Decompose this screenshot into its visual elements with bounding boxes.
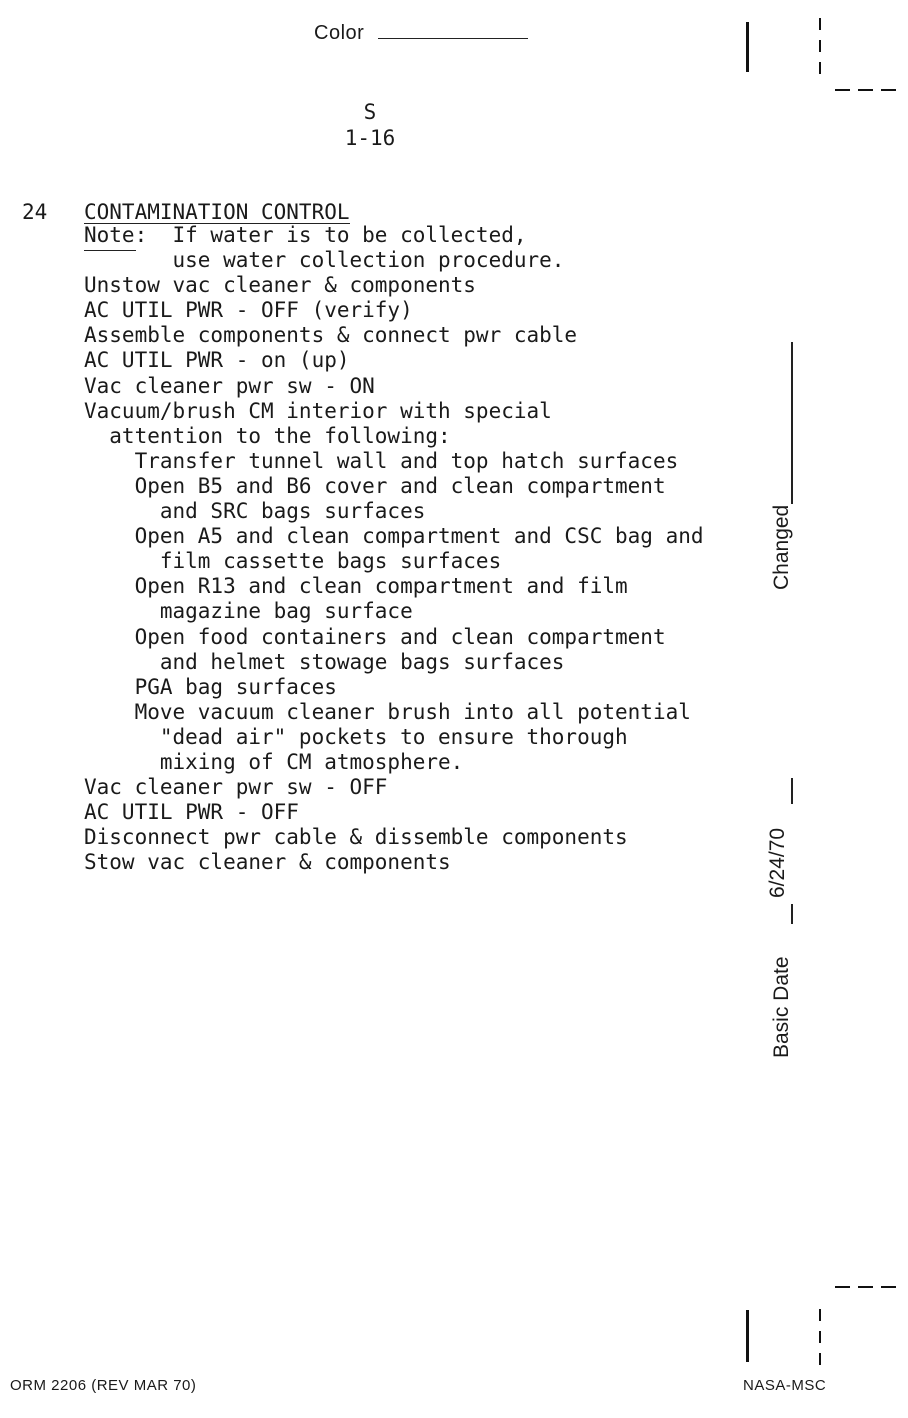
page-number: 1-16 xyxy=(344,126,396,150)
registration-tick xyxy=(819,1353,821,1365)
procedure-line: use water collection procedure. xyxy=(84,248,565,273)
registration-tick xyxy=(819,1331,821,1343)
procedure-body xyxy=(84,223,704,875)
registration-tick xyxy=(819,1309,821,1321)
page-section: S xyxy=(363,100,377,124)
procedure-line: Disconnect pwr cable & dissemble components xyxy=(84,825,628,850)
procedure-line: Open A5 and clean compartment and CSC bag and xyxy=(84,524,704,549)
procedure-line: Move vacuum cleaner brush into all potential xyxy=(84,699,691,724)
procedure-line: Open food containers and clean compartment xyxy=(84,624,666,649)
changed-label: Changed xyxy=(770,504,793,590)
procedure-line: mixing of CM atmosphere. xyxy=(84,749,464,774)
procedure-line: and helmet stowage bags surfaces xyxy=(84,649,565,674)
basic-date-value: 6/24/70 xyxy=(766,827,789,898)
registration-tick xyxy=(819,62,821,74)
procedure-line: AC UTIL PWR - OFF xyxy=(84,800,299,825)
registration-dash xyxy=(858,1286,873,1288)
color-blank-line xyxy=(378,38,528,39)
registration-bar xyxy=(746,1310,749,1362)
procedure-line: PGA bag surfaces xyxy=(84,674,337,699)
procedure-line: Vacuum/brush CM interior with special xyxy=(84,398,552,423)
registration-dash xyxy=(881,89,896,91)
procedure-line: Assemble components & connect pwr cable xyxy=(84,323,578,348)
procedure-line: Unstow vac cleaner & components xyxy=(84,273,476,298)
color-label: Color xyxy=(314,22,365,44)
step-number: 24 xyxy=(22,200,48,224)
procedure-line: attention to the following: xyxy=(84,423,451,448)
registration-dash xyxy=(881,1286,896,1288)
registration-dash xyxy=(835,1286,850,1288)
procedure-line: Open B5 and B6 cover and clean compartment xyxy=(84,473,666,498)
procedure-line: "dead air" pockets to ensure thorough xyxy=(84,724,628,749)
registration-tick xyxy=(819,40,821,52)
org-label: NASA-MSC xyxy=(743,1377,827,1394)
registration-dash xyxy=(858,89,873,91)
procedure-line: Vac cleaner pwr sw - OFF xyxy=(84,775,388,800)
procedure-line: Note: If water is to be collected, xyxy=(84,223,527,247)
procedure-line: magazine bag surface xyxy=(84,599,413,624)
procedure-line: AC UTIL PWR - on (up) xyxy=(84,348,350,373)
changed-blank-line xyxy=(791,342,793,504)
procedure-line: Stow vac cleaner & components xyxy=(84,850,451,875)
registration-dash xyxy=(835,89,850,91)
registration-bar xyxy=(746,22,749,72)
registration-tick xyxy=(819,18,821,30)
form-id: ORM 2206 (REV MAR 70) xyxy=(10,1377,197,1394)
procedure-title: CONTAMINATION CONTROL xyxy=(84,200,350,224)
procedure-line: Vac cleaner pwr sw - ON xyxy=(84,373,375,398)
procedure-line: and SRC bags surfaces xyxy=(84,499,426,524)
procedure-line: Transfer tunnel wall and top hatch surfaces xyxy=(84,448,679,473)
basic-date-underline xyxy=(791,904,793,924)
procedure-line: AC UTIL PWR - OFF (verify) xyxy=(84,298,413,323)
basic-date-label: Basic Date xyxy=(770,956,793,1058)
basic-date-top-rule xyxy=(791,778,793,804)
procedure-line: Open R13 and clean compartment and film xyxy=(84,574,628,599)
procedure-line: film cassette bags surfaces xyxy=(84,549,502,574)
